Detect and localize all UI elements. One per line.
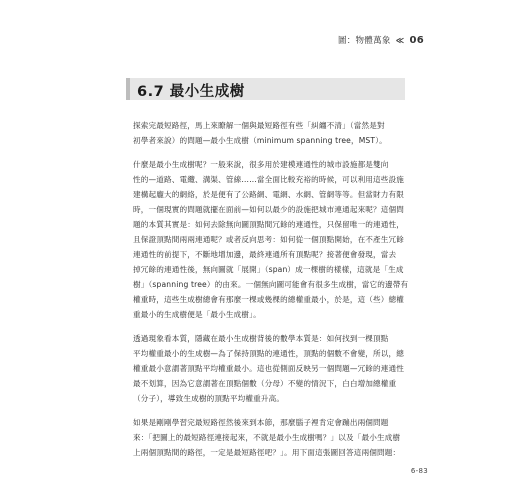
text-line: 如果是剛剛學習完最短路徑然後來到本節，那麼腦子裡肯定會蹦出兩個問題: [133, 418, 389, 427]
text-line: 樹」（spanning tree）的由來。一個無向圖可能會有很多生成樹，當它的邊帶有: [133, 280, 409, 289]
running-header: [338, 34, 424, 46]
text-line: 透過現象看本質，隱藏在最小生成樹背後的數學本質是：如何找到一棵頂點: [133, 334, 389, 343]
banner-accent-bar: [126, 78, 130, 100]
header-part: 圖：: [337, 36, 356, 46]
text-line: 重最小的生成樹便是「最小生成樹」。: [133, 310, 261, 319]
text-line: 平均權重最小的生成樹—為了保持頂點的連通性，頂點的個數不會變，所以，總: [133, 349, 405, 358]
text-line: 來：「把圖上的最短路徑連接起來，不就是最小生成樹嗎？」以及「最小生成樹: [133, 433, 401, 442]
body-text: [133, 118, 409, 469]
page-number: 6-83: [410, 467, 428, 475]
header-title: 物體萬象: [355, 36, 391, 46]
section-heading-banner: [130, 78, 405, 100]
text-line: 連通性的前提下，不斷地增加邊，最終連通所有頂點呢？接著便會發現，當去: [133, 250, 397, 259]
chapter-number: 06: [409, 35, 424, 46]
paragraph-essence: [133, 331, 405, 406]
text-line: 什麼是最小生成樹呢？一般來說，很多用於建模連通性的城市設施都是雙向: [133, 160, 389, 169]
text-line: 且保證頂點間兩兩連通呢？或者反向思考：如何從一個頂點開始，在不產生冗餘: [133, 235, 405, 244]
text-line: 題的本質其實是：如何去除無向圖頂點間冗餘的連通性，只保留唯一的連通性，: [133, 220, 405, 229]
text-line: 權重時，這些生成樹總會有那麼一棵或幾棵的總權重最小，於是，這（些）總權: [133, 295, 405, 304]
header-separator: ≪: [395, 36, 405, 45]
text-line: 建構起龐大的網絡，於是便有了公路網、電網、水網、管網等等。但當財力有限: [133, 190, 405, 199]
text-line: 探索完最短路徑，馬上來瞭解一個與最短路徑有些「糾纏不清」（當然是對: [133, 121, 385, 130]
text-line: （分子），導致生成樹的頂點平均權重升高。: [133, 394, 285, 403]
paragraph-questions: [133, 415, 405, 460]
text-line: 上兩個頂點間的路徑，一定是最短路徑吧？」。用下面這張圖回答這兩個問題：: [133, 448, 401, 457]
text-line: 權重最小意謂著頂點平均權重最小。這也從側面反映另一個問題—冗餘的連通性: [133, 364, 405, 373]
paragraph-definition: [133, 157, 409, 322]
text-line: 時，一個現實的問題就擺在面前—如何以最少的設施把城市連通起來呢？這個問: [133, 205, 405, 214]
text-line: 掉冗餘的連通性後，無向圖就「展開」（span）成一棵樹的樣樣，這就是「生成: [133, 265, 404, 274]
paragraph-intro: [133, 118, 405, 148]
text-line: 初學者來說）的問題—最小生成樹（minimum spanning tree，MST）。: [133, 136, 387, 145]
text-line: 最不划算，因為它意謂著在頂點個數（分母）不變的情況下，白白增加總權重: [133, 379, 397, 388]
section-title: 6.7 最小生成樹: [137, 84, 245, 100]
text-line: 性的—道路、電纜、溝渠、管線……當全面比較充裕的時候，可以利用這些設施: [133, 175, 405, 184]
